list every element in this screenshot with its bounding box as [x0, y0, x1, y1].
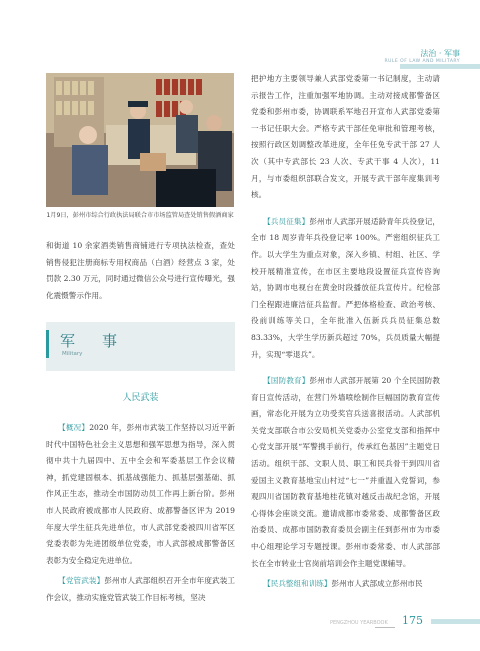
entry-paragraph [251, 373, 440, 572]
entry-paragraph [46, 420, 235, 569]
entry-tag: 【国防教育】 [263, 376, 310, 386]
header-subtitle: RULE OF LAW AND MILITARY [384, 59, 460, 64]
entry-paragraph [251, 576, 440, 593]
law-enforcement-photo [46, 73, 234, 207]
entry-paragraph [251, 71, 440, 204]
entry-text: 彭州市人武部成立彭州市民 [331, 579, 423, 589]
military-title: 军 事 [60, 332, 124, 350]
entry-tag: 【概况】 [58, 423, 90, 432]
left-column-bottom [46, 420, 235, 607]
paragraph: 和街道 10 余家酒类销售商铺进行专项执法检查，查处销售侵犯注册商标专用权商品（白酒）经营点 3 家，处罚款 2.30 万元，同时通过微信公众号进行宣传曝光，强化震慑警示作用。 [46, 241, 235, 300]
entry-paragraph [46, 573, 235, 606]
entry-text: 2020 年，彭州市武装工作坚持以习近平新时代中国特色社会主义思想和强军思想为指导，深入贯彻中共十九届四中、五中全会和军委基层工作会议精神，抓党建固根本、抓基战强能力、抓基层强基础、抓作风正生态，推动全市国防动员工作再上新台阶。彭州市人民政府被成都市人民政府、成都警备区评为 2019 年度大学生征兵先进单位，市人武部党委被四川省军区党委表彰为先进团级单位党委，市人武部被成都警备区表彰为安全稳定先进单位。 [46, 423, 235, 565]
entry-text: 把护地方主要领导兼人武部党委第一书记制度，主动请示报告工作，注重加强军地协调。主动对接成都警备区党委和彭州市委，协调联系军地召开宣布人武部党委第一书记任职大会。严格专武干部任免审批和管理考核，按照行政区划调整改革进度，全年任免专武干部 27 人次（其中专武部长 23 人次、专武干事 4 人次），11 月，与市委组织部联合发文，开展专武干部年度集训考核。 [251, 74, 440, 200]
yearbook-logo: PENGZHOU YEARBOOK [330, 620, 388, 626]
military-en-title: Military [62, 351, 83, 357]
right-column [251, 71, 440, 593]
page-bar [431, 619, 480, 624]
entry-tag: 【党管武装】 [58, 576, 105, 586]
military-banner [46, 322, 235, 371]
section-title: 人民武装 [122, 393, 159, 403]
entry-tag: 【民兵整组和训练】 [263, 579, 332, 589]
left-column-top [46, 238, 235, 304]
entry-text: 彭州市人武部开展适龄青年兵役登记，全市 18 周岁青年兵役登记率 100%。严密组织征兵工作。以大学生为重点对象，深入乡镇、村组、社区、学校开展精准宣传，在市区主要地段设置征兵宣传咨询站，协调市电视台在黄金时段播放征兵宣传片。纪检部门全程跟进廉洁征兵监督。严把体格检查、政治考核、役前训练等关口，全年批准入伍新兵兵员征集总数 83.33%，大学生学历新兵超过 70%，兵员质量大幅提升，实现“零退兵”。 [251, 216, 441, 359]
footer-divider [375, 627, 395, 628]
entry-paragraph [251, 214, 440, 363]
entry-tag: 【兵员征集】 [263, 216, 310, 226]
header-bar [400, 64, 480, 69]
entry-text: 彭州市人武部组织召开全市年度武装工作会议，推动实施党管武装工作目标考核，坚决 [46, 576, 236, 602]
page-number: 175 [402, 614, 423, 627]
photo-caption: 1月9日，彭州市综合行政执法局联合市市场监管局查处销售假酒商家 [46, 212, 234, 219]
banner-accent-bar [46, 330, 49, 358]
header-title: 法治 · 军事 [420, 49, 460, 58]
entry-text: 彭州市人武部开展第 20 个全民国防教育日宣传活动，在营门外墙喷绘制作巨幅国防教育宣传画，常态化开展为立功受奖官兵送喜报活动。人武部机关党支部联合市公安局机关党委办公室党支部和指挥中心党支部开展“军警携手前行，传承红色基因”主题党日活动。组织干部、文职人员、职工和民兵骨干到四川省爱国主义教育基地宝山村过“七一”并重温入党誓词，参观四川省国防教育基地桂花镇对越反击战纪念馆，开展心得体会座谈交流。邀请成都市委常委、成都警备区政治委员、成都市国防教育委员会副主任到彭州市为市委中心组理论学习专题授课。彭州市委常委、市人武部部长在全市转业士官岗前培训会作主题党课辅导。 [251, 376, 441, 568]
